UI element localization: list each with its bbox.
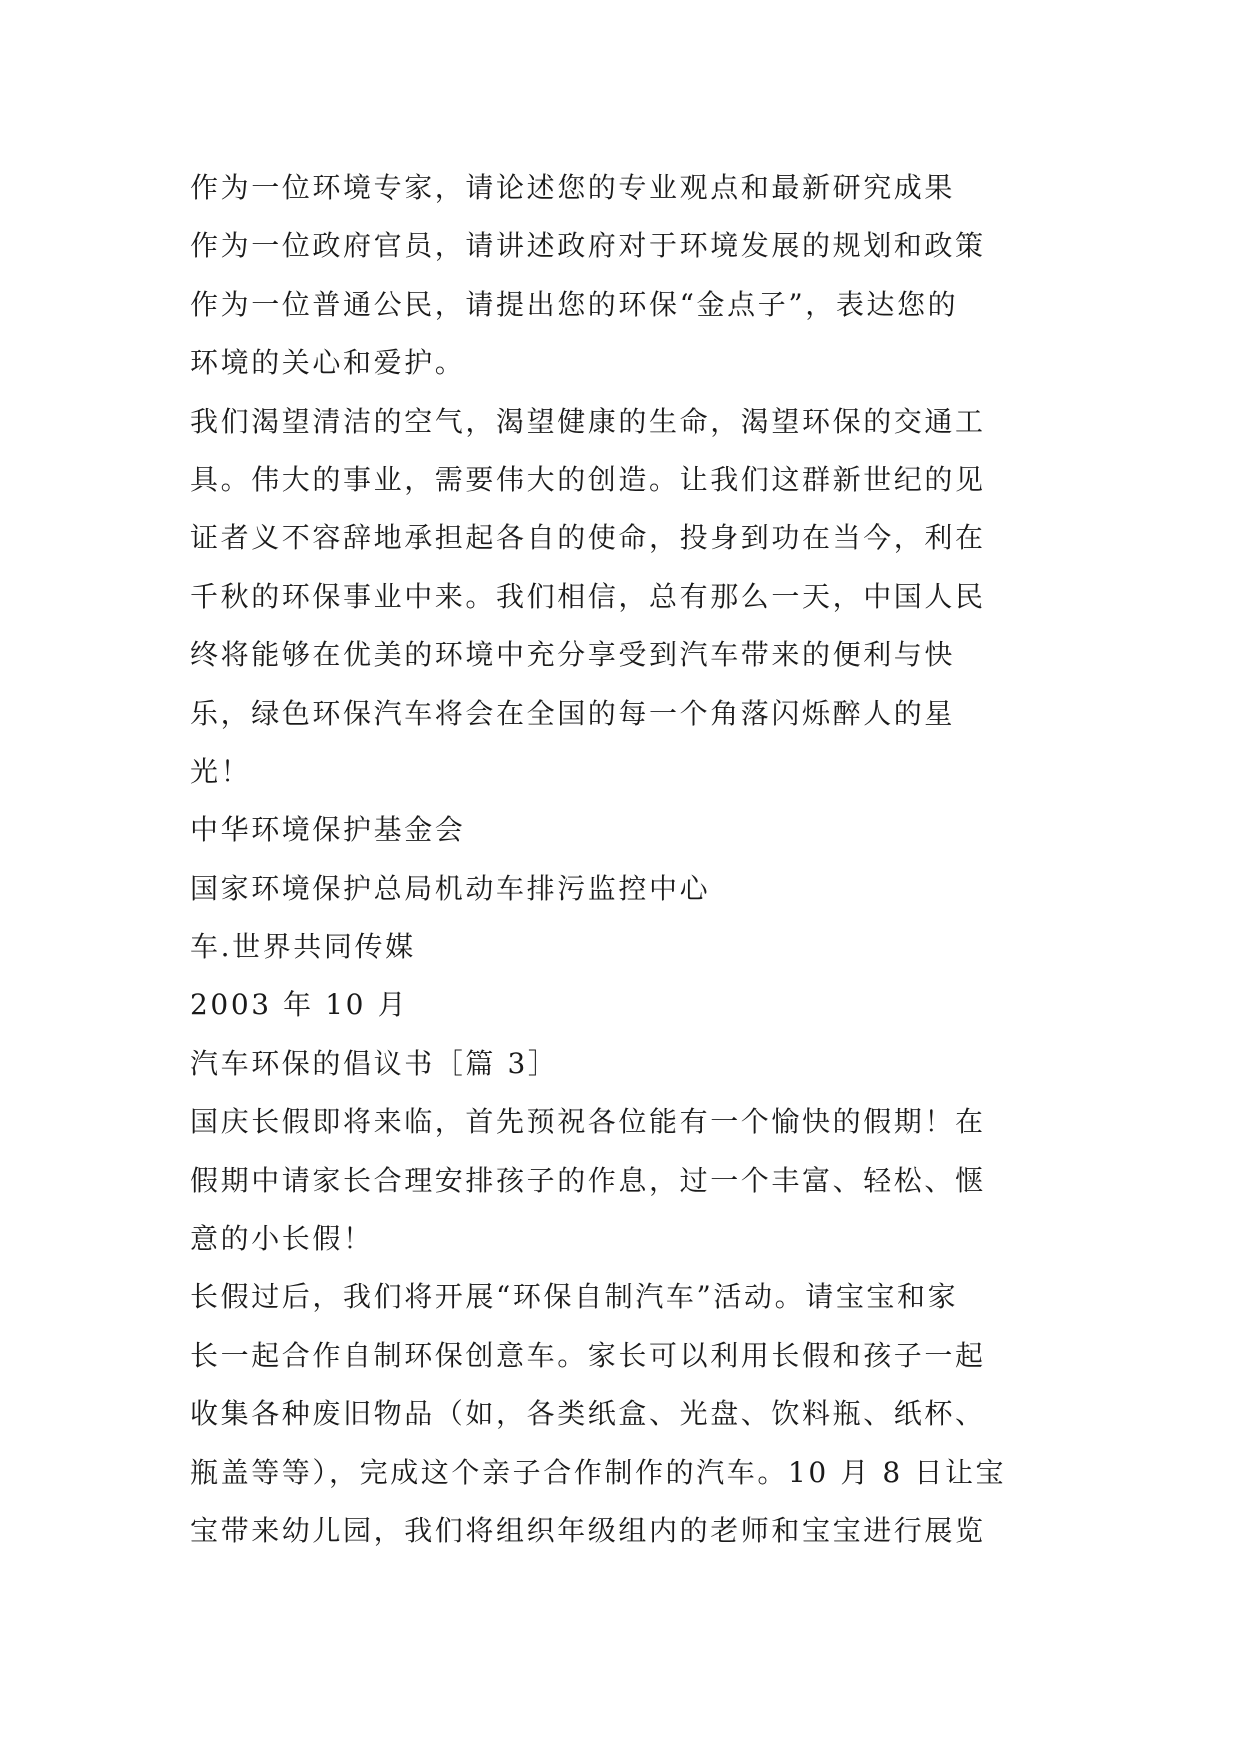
text-line: 瓶盖等等），完成这个亲子合作制作的汽车。10 月 8 日让宝	[190, 1455, 1007, 1489]
text-line: 国庆长假即将来临，首先预祝各位能有一个愉快的假期！在	[190, 1105, 986, 1139]
text-line: 长假过后，我们将开展“环保自制汽车”活动。请宝宝和家	[190, 1280, 959, 1314]
text-line: 具。伟大的事业，需要伟大的创造。让我们这群新世纪的见	[190, 462, 986, 496]
text-line: 收集各种废旧物品（如，各类纸盒、光盘、饮料瓶、纸杯、	[190, 1397, 986, 1431]
text-line: 长一起合作自制环保创意车。家长可以利用长假和孩子一起	[190, 1338, 986, 1372]
text-line: 光！	[190, 754, 252, 788]
text-line: 环境的关心和爱护。	[190, 346, 466, 380]
text-line: 作为一位环境专家，请论述您的专业观点和最新研究成果	[190, 171, 956, 204]
text-line: 假期中请家长合理安排孩子的作息，过一个丰富、轻松、惬	[190, 1163, 986, 1197]
signature-organization: 车.世界共同传媒	[190, 930, 416, 964]
text-line: 千秋的环保事业中来。我们相信，总有那么一天，中国人民	[190, 579, 986, 613]
text-line: 证者义不容辞地承担起各自的使命，投身到功在当今，利在	[190, 521, 986, 555]
text-line: 我们渴望清洁的空气，渴望健康的生命，渴望环保的交通工	[190, 404, 986, 438]
signature-organization: 中华环境保护基金会	[190, 813, 466, 847]
document-body	[190, 163, 1060, 1564]
section-heading: 汽车环保的倡议书［篇 3］	[190, 1046, 559, 1080]
text-line: 意的小长假！	[190, 1222, 374, 1256]
text-line: 作为一位普通公民，请提出您的环保“金点子”，表达您的	[190, 287, 959, 321]
signature-date: 2003 年 10 月	[190, 988, 409, 1022]
signature-organization: 国家环境保护总局机动车排污监控中心	[190, 871, 711, 905]
text-line: 乐，绿色环保汽车将会在全国的每一个角落闪烁醉人的星	[190, 696, 956, 730]
text-line: 宝带来幼儿园，我们将组织年级组内的老师和宝宝进行展览	[190, 1513, 986, 1547]
text-line: 终将能够在优美的环境中充分享受到汽车带来的便利与快	[190, 638, 956, 672]
text-line: 作为一位政府官员，请讲述政府对于环境发展的规划和政策	[190, 229, 986, 263]
